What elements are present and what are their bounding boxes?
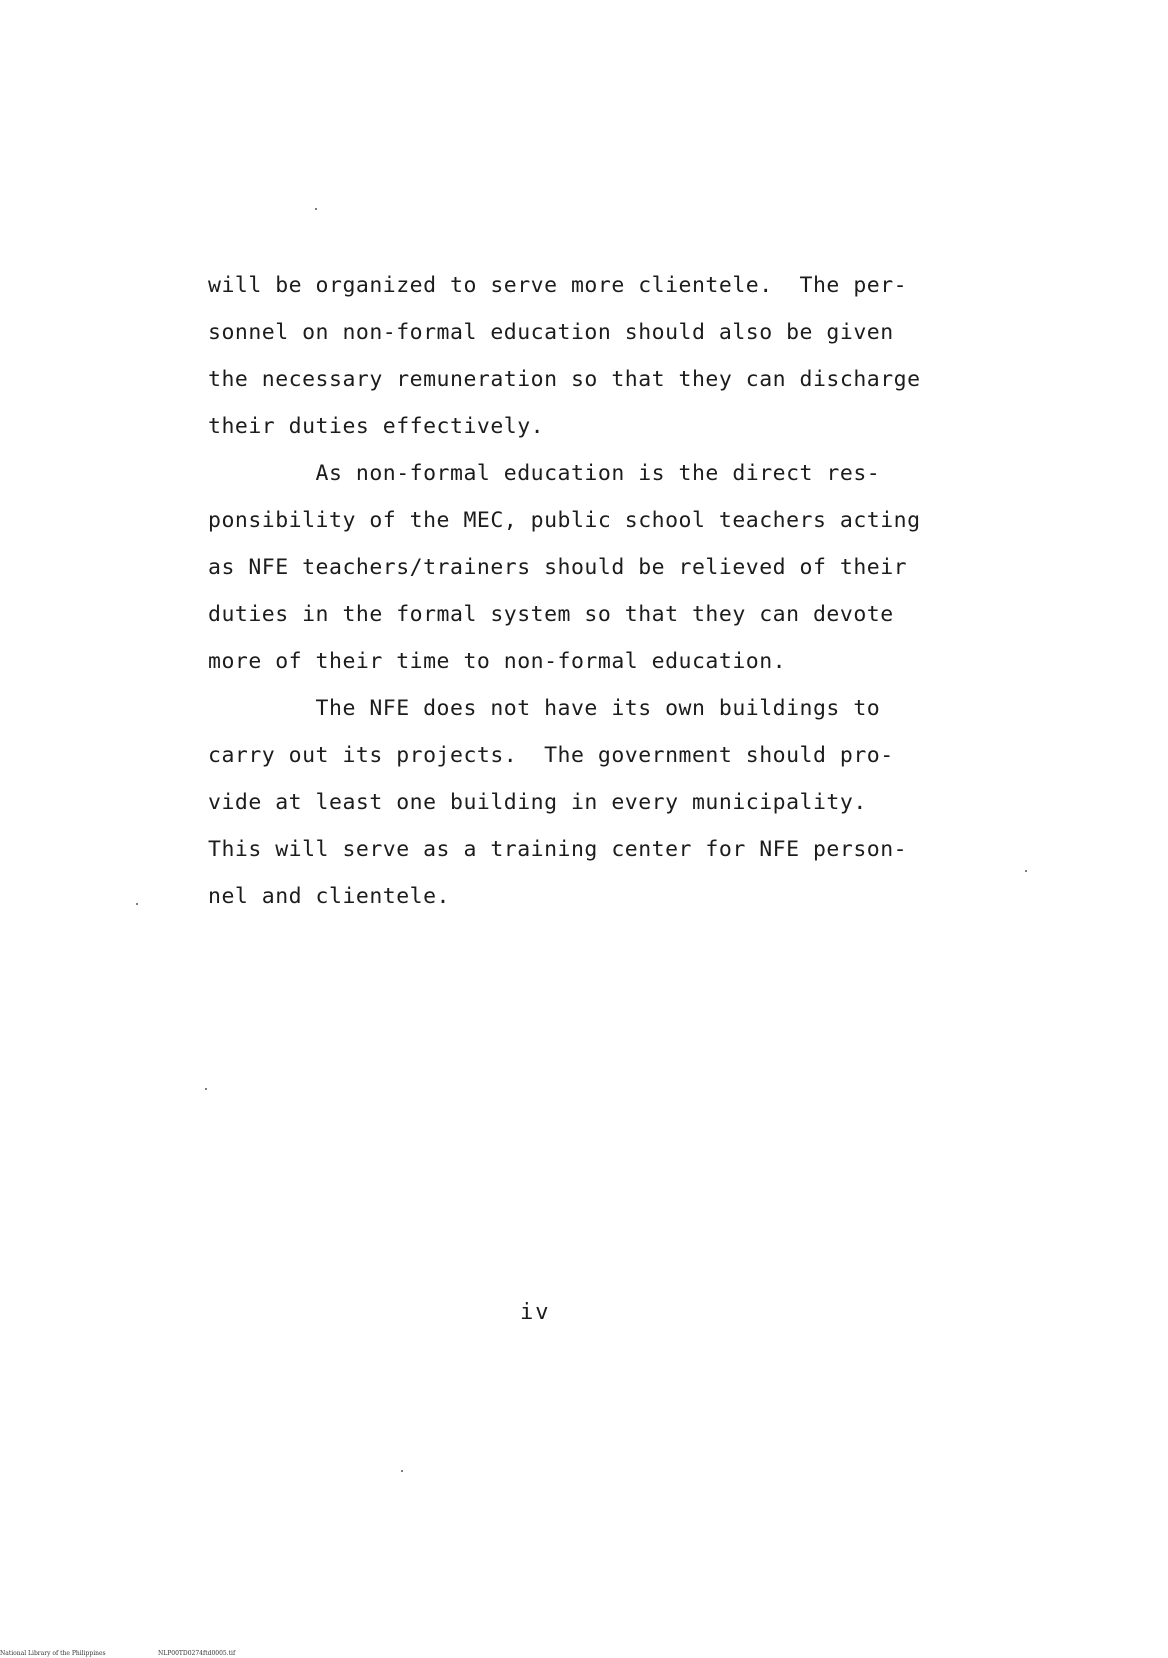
text-line: the necessary remuneration so that they can discharge [208, 367, 921, 392]
footer-file-name: NLP00TD0274ftd0005.tif [158, 1650, 236, 1657]
text-line: This will serve as a training center for NFE person- [208, 837, 908, 862]
text-line: duties in the formal system so that they can devote [208, 602, 894, 627]
scan-speck [401, 1470, 403, 1472]
text-line: As non-formal education is the direct res- [208, 461, 881, 486]
footer-library: National Library of the Philippines [0, 1650, 106, 1657]
text-line: carry out its projects. The government should pro- [208, 743, 894, 768]
text-line: vide at least one building in every municipality. [208, 790, 867, 815]
text-line: nel and clientele. [208, 884, 450, 909]
text-line: will be organized to serve more clientele. The per- [208, 273, 908, 298]
text-line: more of their time to non-formal education. [208, 649, 787, 674]
paragraph-1 [208, 262, 968, 450]
document-body [208, 262, 968, 920]
text-line: sonnel on non-formal education should also be given [208, 320, 894, 345]
scan-footer [0, 1650, 236, 1658]
text-line: their duties effectively. [208, 414, 545, 439]
scan-speck [205, 1088, 207, 1090]
paragraph-2 [208, 450, 968, 685]
text-line: as NFE teachers/trainers should be relieved of their [208, 555, 908, 580]
paragraph-3 [208, 685, 968, 920]
scan-speck [315, 208, 317, 210]
text-line: The NFE does not have its own buildings to [208, 696, 881, 721]
scan-speck [1025, 870, 1027, 872]
text-line: ponsibility of the MEC, public school teachers acting [208, 508, 921, 533]
scan-speck [136, 903, 138, 905]
page-number: iv [520, 1300, 551, 1325]
